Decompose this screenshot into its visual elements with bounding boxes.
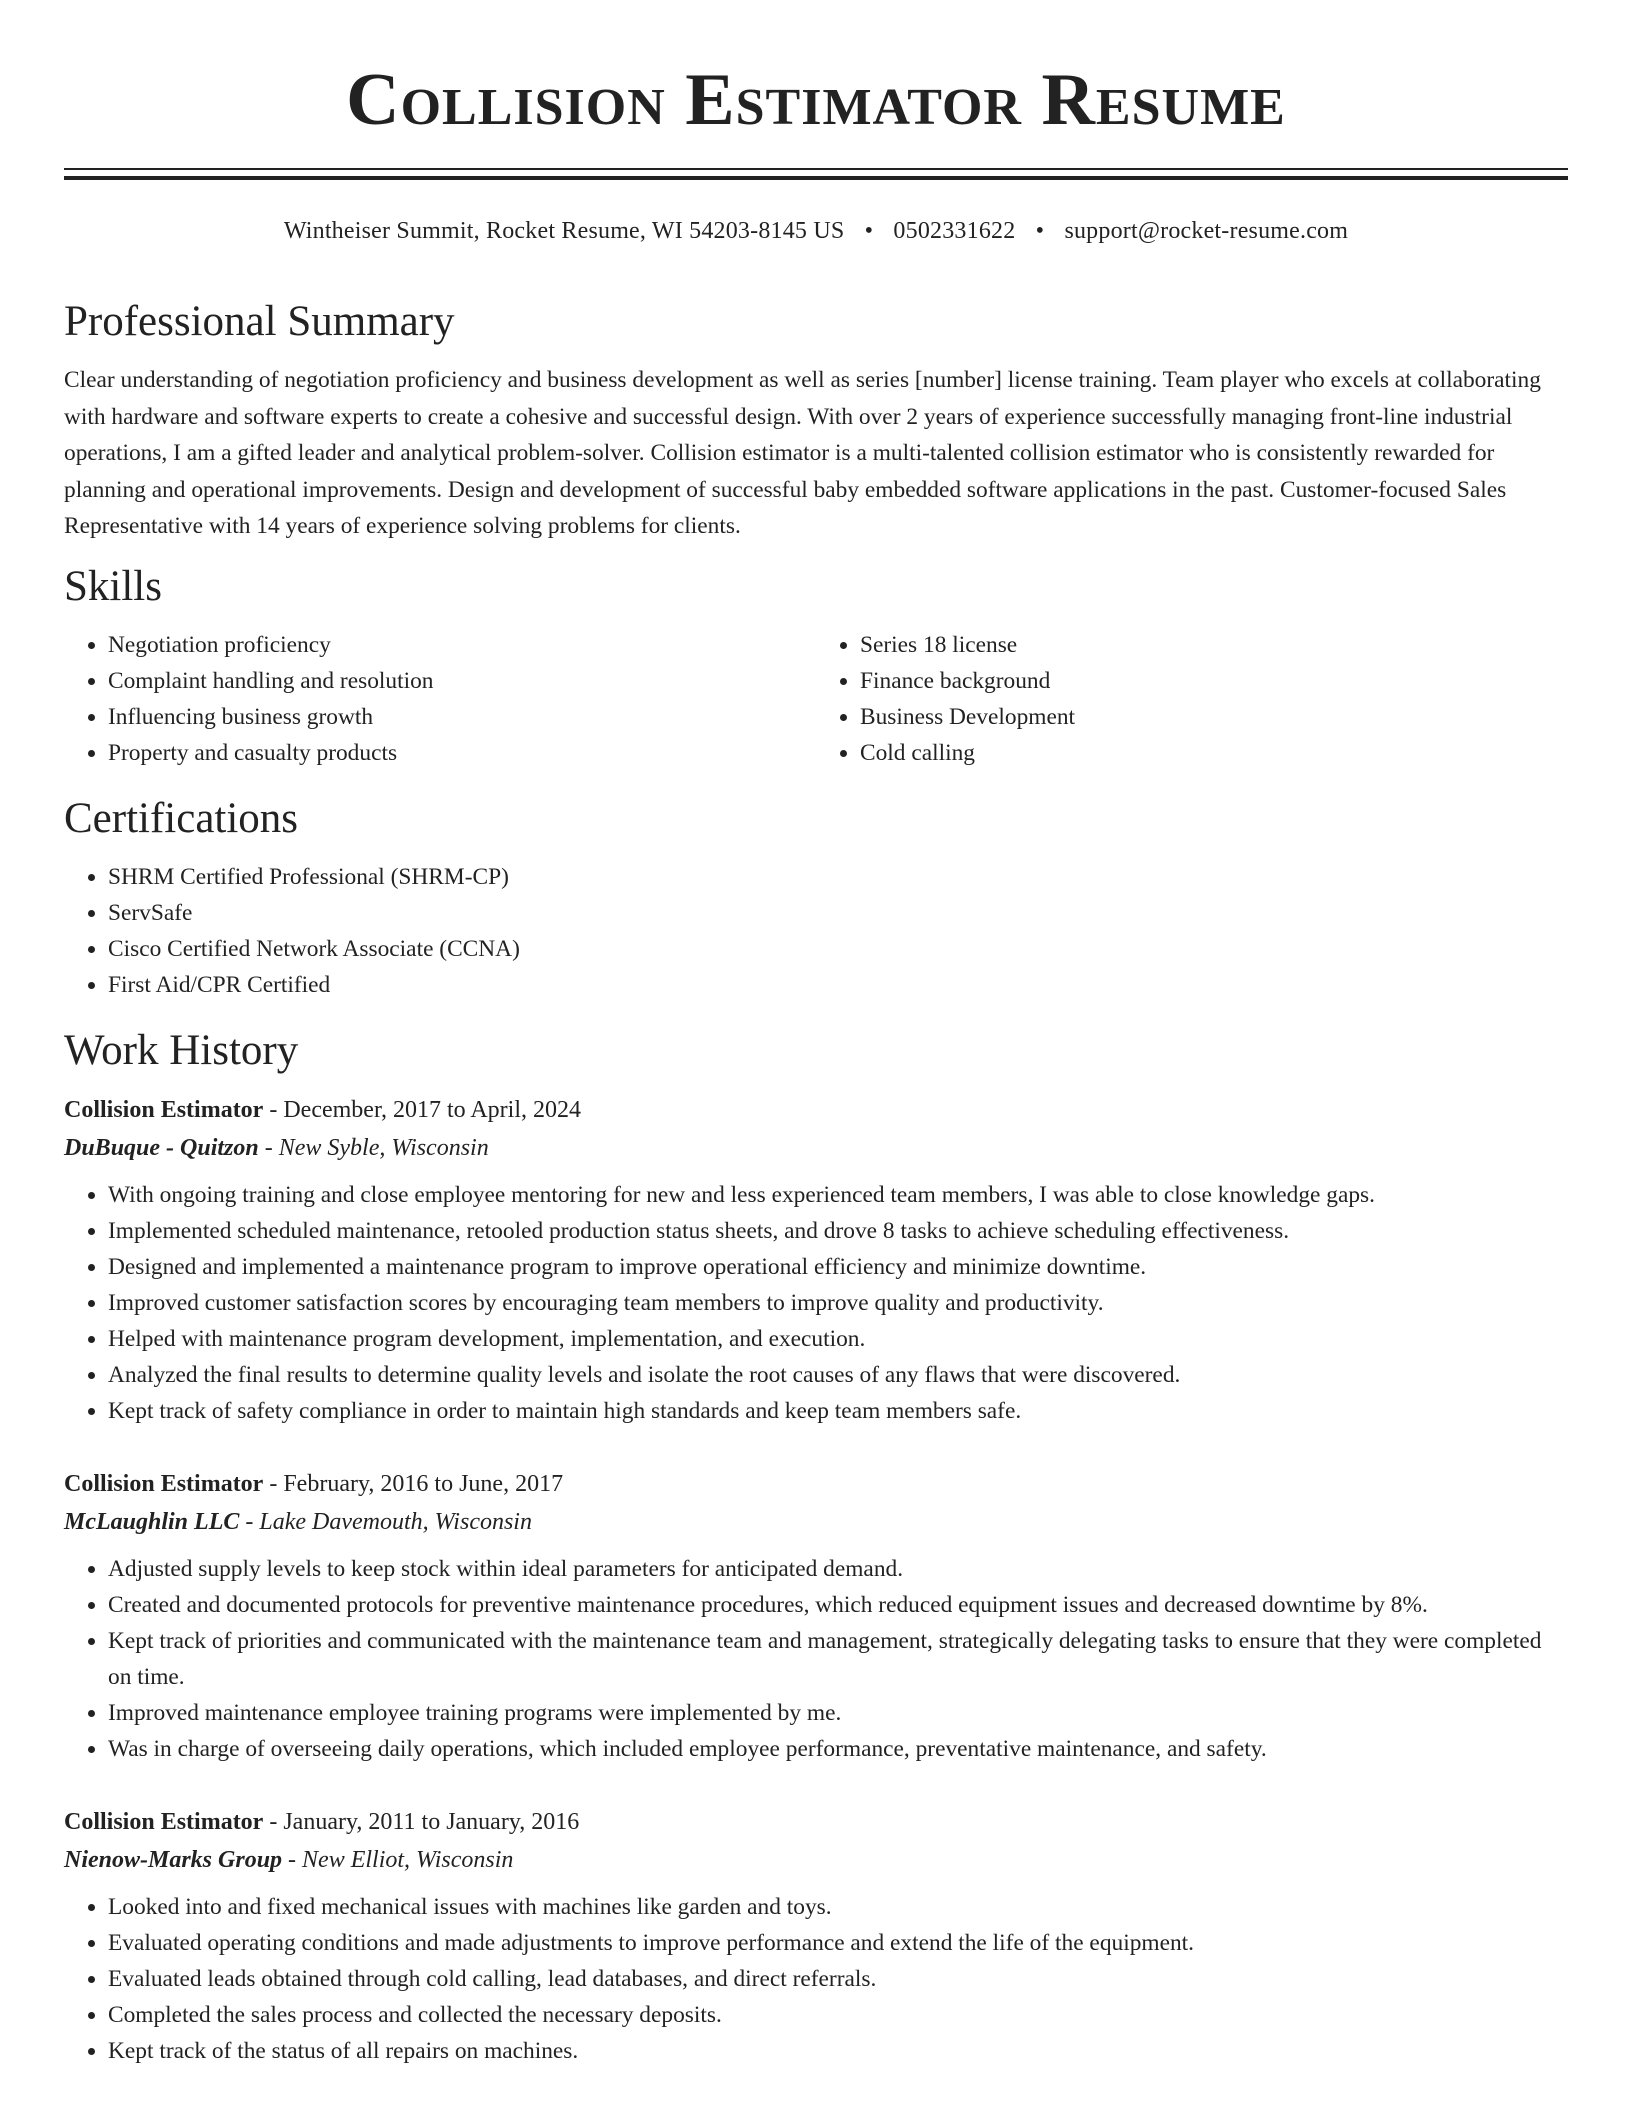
company-line [64, 1841, 1568, 1879]
skills-columns [64, 627, 1568, 771]
job-bullet: • Designed and implemented a maintenance program to improve operational efficiency and minimize downtime. [108, 1249, 1568, 1285]
job-bullet: • Kept track of safety compliance in order to maintain high standards and keep team members safe. [108, 1393, 1568, 1429]
skill-item: • Influencing business growth [108, 699, 816, 735]
company-location: - Lake Davemouth, Wisconsin [239, 1508, 532, 1535]
company-name: DuBuque - Quitzon [64, 1134, 259, 1161]
company-location: - New Syble, Wisconsin [258, 1134, 489, 1161]
skills-heading: Skills [64, 562, 162, 610]
contact-address: Wintheiser Summit, Rocket Resume, WI 54203-8145 US [283, 218, 845, 244]
job-title: Collision Estimator [64, 1096, 264, 1123]
company-name: Nienow-Marks Group [64, 1846, 283, 1873]
job-bullets [64, 1551, 1568, 1767]
skill-item: • Business Development [860, 699, 1568, 735]
work-history-section [64, 1023, 1568, 2069]
job-bullet: • Helped with maintenance program development, implementation, and execution. [108, 1321, 1568, 1357]
job-title-line [64, 1465, 1568, 1503]
job-entry [64, 1465, 1568, 1767]
company-name: McLaughlin LLC [64, 1508, 240, 1535]
company-location: - New Elliot, Wisconsin [282, 1846, 514, 1873]
certifications-section [64, 791, 1568, 1003]
resume-content [64, 284, 1568, 2105]
certifications-list [64, 859, 1568, 1003]
resume-title: Collision Estimator Resume [346, 59, 1286, 141]
job-bullets [64, 1889, 1568, 2069]
job-bullet: • Created and documented protocols for preventive maintenance procedures, which reduced equipment issues and decreased downtime by 8%. [108, 1587, 1568, 1623]
skill-item: • Property and casualty products [108, 735, 816, 771]
certification-item: • First Aid/CPR Certified [108, 967, 1568, 1003]
work-history-heading: Work History [64, 1026, 299, 1074]
skills-section [64, 559, 1568, 771]
job-entry [64, 1803, 1568, 2069]
job-dates: - February, 2016 to June, 2017 [263, 1470, 564, 1497]
contact-separator: • [864, 218, 874, 244]
title-divider-thick [64, 176, 1568, 180]
certifications-heading: Certifications [64, 794, 299, 842]
skill-item: • Negotiation proficiency [108, 627, 816, 663]
job-bullet: • Adjusted supply levels to keep stock within ideal parameters for anticipated demand. [108, 1551, 1568, 1587]
title-divider-thin [64, 168, 1568, 170]
job-title-line [64, 1803, 1568, 1841]
job-bullets [64, 1177, 1568, 1429]
skills-list-left [64, 627, 816, 771]
contact-line [0, 214, 1632, 248]
certification-item: • Cisco Certified Network Associate (CCNA) [108, 931, 1568, 967]
job-bullet: • Improved customer satisfaction scores by encouraging team members to improve quality and productivity. [108, 1285, 1568, 1321]
contact-separator: • [1035, 218, 1045, 244]
job-bullet: • Looked into and fixed mechanical issues with machines like garden and toys. [108, 1889, 1568, 1925]
job-bullet: • Evaluated operating conditions and made adjustments to improve performance and extend the life of the equipment. [108, 1925, 1568, 1961]
job-bullet: • Kept track of the status of all repairs on machines. [108, 2033, 1568, 2069]
contact-email: support@rocket-resume.com [1064, 218, 1349, 244]
contact-phone: 0502331622 [893, 218, 1016, 244]
skill-item: • Series 18 license [860, 627, 1568, 663]
job-bullet: • Completed the sales process and collected the necessary deposits. [108, 1997, 1568, 2033]
skill-item: • Complaint handling and resolution [108, 663, 816, 699]
skill-item: • Cold calling [860, 735, 1568, 771]
job-bullet: • With ongoing training and close employee mentoring for new and less experienced team members, I was able to close knowledge gaps. [108, 1177, 1568, 1213]
skills-list-right [816, 627, 1568, 771]
summary-section [64, 294, 1568, 545]
job-bullet: • Was in charge of overseeing daily operations, which included employee performance, preventative maintenance, and safety. [108, 1731, 1568, 1767]
skill-item: • Finance background [860, 663, 1568, 699]
job-title: Collision Estimator [64, 1470, 264, 1497]
job-bullet: • Kept track of priorities and communicated with the maintenance team and management, strategically delegating tasks to ensure that they were completed on time. [108, 1623, 1568, 1695]
job-dates: - December, 2017 to April, 2024 [263, 1096, 581, 1123]
job-title: Collision Estimator [64, 1808, 264, 1835]
job-bullet: • Improved maintenance employee training programs were implemented by me. [108, 1695, 1568, 1731]
company-line [64, 1503, 1568, 1541]
certification-item: • SHRM Certified Professional (SHRM-CP) [108, 859, 1568, 895]
job-bullet: • Evaluated leads obtained through cold calling, lead databases, and direct referrals. [108, 1961, 1568, 1997]
job-dates: - January, 2011 to January, 2016 [263, 1808, 580, 1835]
job-title-line [64, 1091, 1568, 1129]
company-line [64, 1129, 1568, 1167]
certification-item: • ServSafe [108, 895, 1568, 931]
summary-text: Clear understanding of negotiation proficiency and business development as well as series [number] license training. Team player who excels at collaborating with hardware and software experts to create a cohesive and successful design. With over 2 years of experience successfully managing front-line industrial operations, I am a gifted leader and analytical problem-solver. Collision estimator is a multi-talented collision estimator who is consistently rewarded for planning and operational improvements. Design and development of successful baby embedded software applications in the past. Customer-focused Sales Representative with 14 years of experience solving problems for clients. [64, 367, 1541, 539]
summary-heading: Professional Summary [64, 298, 455, 345]
job-bullet: • Analyzed the final results to determine quality levels and isolate the root causes of any flaws that were discovered. [108, 1357, 1568, 1393]
job-bullet: • Implemented scheduled maintenance, retooled production status sheets, and drove 8 tasks to achieve scheduling effectiveness. [108, 1213, 1568, 1249]
job-entry [64, 1091, 1568, 1429]
